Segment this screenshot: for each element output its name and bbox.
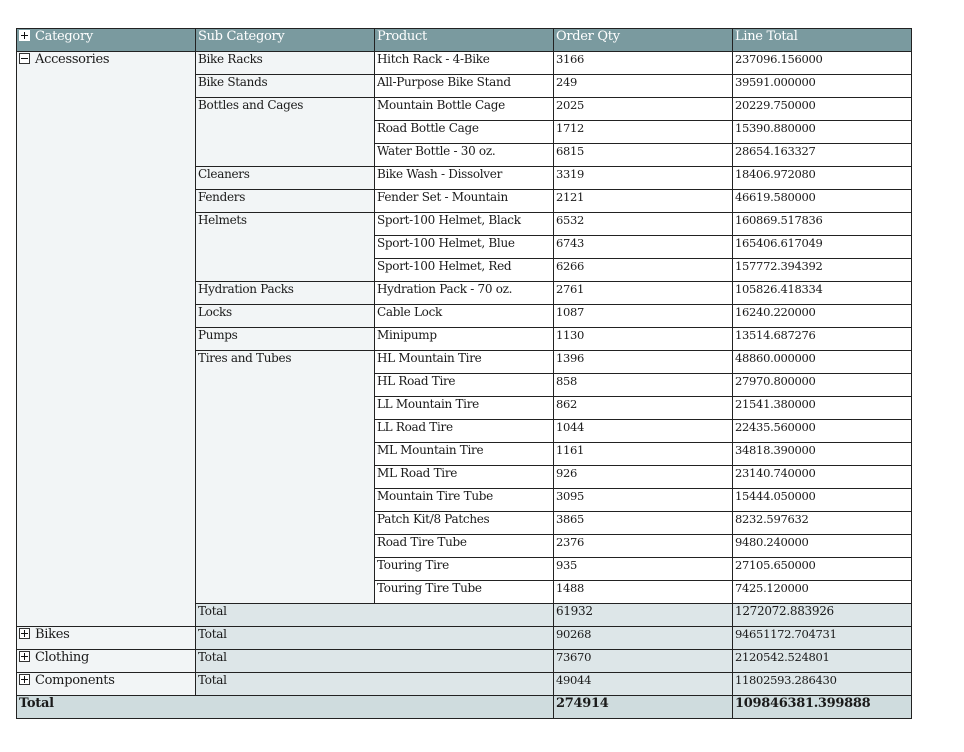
grand-total-row: [17, 696, 912, 719]
line-total-cell: 48860.000000: [733, 351, 912, 374]
order-qty-cell: 3319: [554, 167, 733, 190]
line-total-cell: 105826.418334: [733, 282, 912, 305]
order-qty-cell: 1488: [554, 581, 733, 604]
total-line: 11802593.286430: [733, 673, 912, 696]
product-cell: Sport-100 Helmet, Black: [375, 213, 554, 236]
order-qty-cell: 2761: [554, 282, 733, 305]
line-total-cell: 165406.617049: [733, 236, 912, 259]
product-cell: Mountain Tire Tube: [375, 489, 554, 512]
total-line: 94651172.704731: [733, 627, 912, 650]
header-line-total: Line Total: [733, 29, 912, 52]
sub-category-cell: Pumps: [196, 328, 375, 351]
header-category[interactable]: Category: [17, 29, 196, 52]
line-total-cell: 18406.972080: [733, 167, 912, 190]
product-cell: Fender Set - Mountain: [375, 190, 554, 213]
sub-category-cell: Locks: [196, 305, 375, 328]
product-cell: ML Mountain Tire: [375, 443, 554, 466]
sub-category-cell: Bike Stands: [196, 75, 375, 98]
line-total-cell: 23140.740000: [733, 466, 912, 489]
line-total-cell: 157772.394392: [733, 259, 912, 282]
product-cell: Touring Tire: [375, 558, 554, 581]
order-qty-cell: 1087: [554, 305, 733, 328]
line-total-cell: 9480.240000: [733, 535, 912, 558]
line-total-cell: 160869.517836: [733, 213, 912, 236]
line-total-cell: 237096.156000: [733, 52, 912, 75]
line-total-cell: 39591.000000: [733, 75, 912, 98]
product-cell: HL Road Tire: [375, 374, 554, 397]
category-clothing[interactable]: [17, 650, 196, 673]
sub-category-cell: Cleaners: [196, 167, 375, 190]
category-label: Components: [35, 673, 115, 688]
pivot-table: [16, 28, 912, 719]
total-label: Total: [196, 673, 554, 696]
grand-total-label: Total: [17, 696, 554, 719]
product-cell: All-Purpose Bike Stand: [375, 75, 554, 98]
line-total-cell: 16240.220000: [733, 305, 912, 328]
category-total-row: [17, 673, 912, 696]
total-qty: 90268: [554, 627, 733, 650]
grand-total-line: 109846381.399888: [733, 696, 912, 719]
line-total-cell: 21541.380000: [733, 397, 912, 420]
order-qty-cell: 2121: [554, 190, 733, 213]
collapse-icon[interactable]: [19, 53, 30, 64]
order-qty-cell: 1130: [554, 328, 733, 351]
order-qty-cell: 6815: [554, 144, 733, 167]
header-sub-category: Sub Category: [196, 29, 375, 52]
order-qty-cell: 1396: [554, 351, 733, 374]
product-cell: Road Bottle Cage: [375, 121, 554, 144]
order-qty-cell: 1712: [554, 121, 733, 144]
category-label: Bikes: [35, 627, 70, 642]
order-qty-cell: 2025: [554, 98, 733, 121]
product-cell: Mountain Bottle Cage: [375, 98, 554, 121]
product-cell: Cable Lock: [375, 305, 554, 328]
header-product: Product: [375, 29, 554, 52]
total-qty: 61932: [554, 604, 733, 627]
total-line: 1272072.883926: [733, 604, 912, 627]
product-cell: ML Road Tire: [375, 466, 554, 489]
order-qty-cell: 926: [554, 466, 733, 489]
total-qty: 73670: [554, 650, 733, 673]
product-cell: Patch Kit/8 Patches: [375, 512, 554, 535]
order-qty-cell: 3095: [554, 489, 733, 512]
line-total-cell: 13514.687276: [733, 328, 912, 351]
header-order-qty: Order Qty: [554, 29, 733, 52]
category-components[interactable]: [17, 673, 196, 696]
total-label: Total: [196, 627, 554, 650]
category-total-row: [17, 627, 912, 650]
line-total-cell: 27970.800000: [733, 374, 912, 397]
category-bikes[interactable]: [17, 627, 196, 650]
product-cell: LL Road Tire: [375, 420, 554, 443]
expand-icon[interactable]: [19, 628, 30, 639]
total-qty: 49044: [554, 673, 733, 696]
product-cell: Road Tire Tube: [375, 535, 554, 558]
line-total-cell: 8232.597632: [733, 512, 912, 535]
product-cell: Sport-100 Helmet, Blue: [375, 236, 554, 259]
category-accessories[interactable]: [17, 52, 196, 627]
product-cell: Bike Wash - Dissolver: [375, 167, 554, 190]
product-cell: Water Bottle - 30 oz.: [375, 144, 554, 167]
expand-icon[interactable]: [19, 674, 30, 685]
total-label: Total: [196, 650, 554, 673]
expand-icon[interactable]: [19, 651, 30, 662]
expand-all-icon[interactable]: [19, 30, 30, 41]
line-total-cell: 15444.050000: [733, 489, 912, 512]
total-label: Total: [196, 604, 554, 627]
grand-total-qty: 274914: [554, 696, 733, 719]
sub-category-cell: Hydration Packs: [196, 282, 375, 305]
order-qty-cell: 862: [554, 397, 733, 420]
order-qty-cell: 3865: [554, 512, 733, 535]
line-total-cell: 7425.120000: [733, 581, 912, 604]
product-cell: Touring Tire Tube: [375, 581, 554, 604]
total-line: 2120542.524801: [733, 650, 912, 673]
category-label: Accessories: [35, 52, 110, 67]
line-total-cell: 27105.650000: [733, 558, 912, 581]
sub-category-cell: Tires and Tubes: [196, 351, 375, 604]
order-qty-cell: 1161: [554, 443, 733, 466]
order-qty-cell: 935: [554, 558, 733, 581]
line-total-cell: 46619.580000: [733, 190, 912, 213]
product-cell: Hydration Pack - 70 oz.: [375, 282, 554, 305]
order-qty-cell: 3166: [554, 52, 733, 75]
sub-category-cell: Helmets: [196, 213, 375, 282]
product-cell: LL Mountain Tire: [375, 397, 554, 420]
order-qty-cell: 6743: [554, 236, 733, 259]
sub-category-cell: Fenders: [196, 190, 375, 213]
category-label: Clothing: [35, 650, 89, 665]
line-total-cell: 28654.163327: [733, 144, 912, 167]
sub-category-cell: Bottles and Cages: [196, 98, 375, 167]
product-cell: Hitch Rack - 4-Bike: [375, 52, 554, 75]
category-total-row: [17, 650, 912, 673]
product-cell: Sport-100 Helmet, Red: [375, 259, 554, 282]
line-total-cell: 15390.880000: [733, 121, 912, 144]
order-qty-cell: 1044: [554, 420, 733, 443]
product-cell: Minipump: [375, 328, 554, 351]
product-cell: HL Mountain Tire: [375, 351, 554, 374]
order-qty-cell: 858: [554, 374, 733, 397]
line-total-cell: 34818.390000: [733, 443, 912, 466]
order-qty-cell: 2376: [554, 535, 733, 558]
line-total-cell: 22435.560000: [733, 420, 912, 443]
order-qty-cell: 249: [554, 75, 733, 98]
order-qty-cell: 6266: [554, 259, 733, 282]
order-qty-cell: 6532: [554, 213, 733, 236]
table-row: [17, 52, 912, 75]
line-total-cell: 20229.750000: [733, 98, 912, 121]
sub-category-cell: Bike Racks: [196, 52, 375, 75]
